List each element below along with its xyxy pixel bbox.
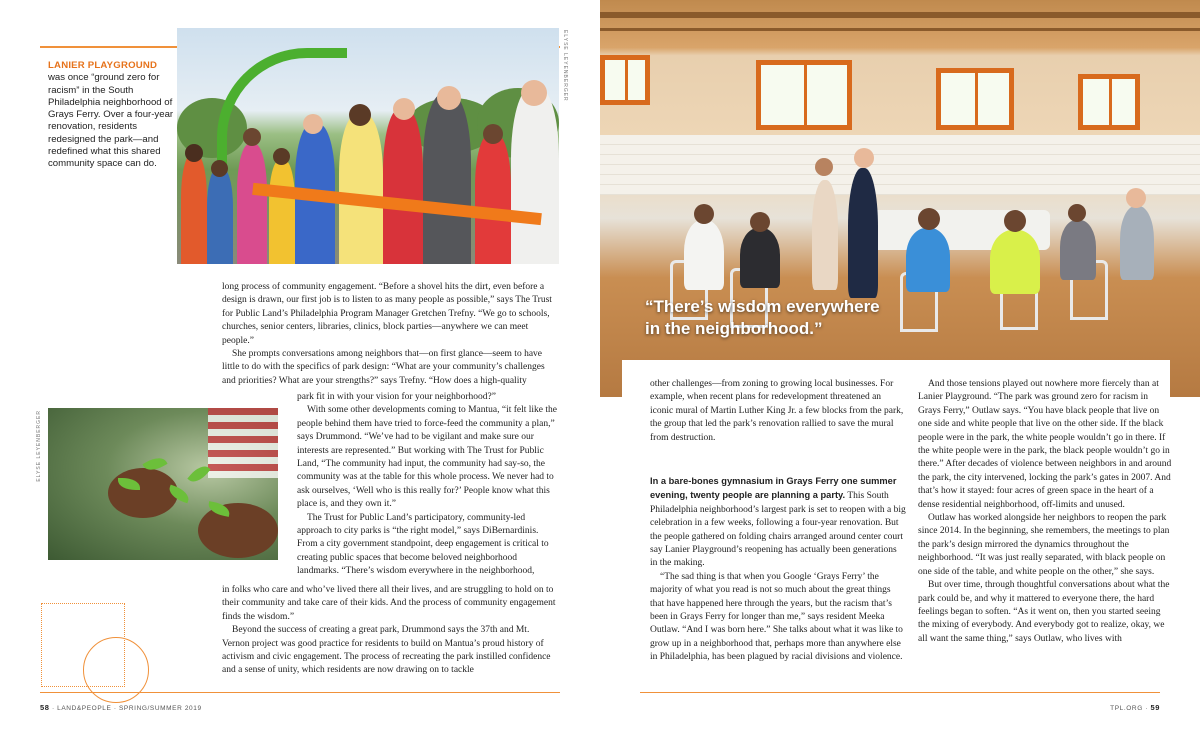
decorative-circle [83, 637, 149, 703]
page-number: 59 [1150, 703, 1160, 712]
lead-in: In a bare-bones gymnasium in Grays Ferry one summer evening, twenty people are planning a party. [650, 476, 897, 501]
right-page [600, 0, 1200, 742]
footer-rule [40, 692, 560, 693]
paragraph: Outlaw has worked alongside her neighbors to reopen the park since 2014. In the beginning, she remembers, the meetings to plan the park’s design mirrored the dynamics throughout the neighborhood. “It was just really separated, with black people on one side of the table, and white people on the other,” she says. [918, 513, 1170, 577]
caption-text: was once “ground zero for racism” in the South Philadelphia neighborhood of Grays Ferry. Over a four-year renovation, residents redesigned the park—and redefined what this shared community space can do. [48, 72, 174, 170]
paragraph: Beyond the success of creating a great park, Drummond says the 37th and Mt. Vernon project was good practice for residents to build on Mantua’s proud history of activism and civic engagement. The process of recreating the park instilled confidence and a sense of unity, which residents are now drawing on to tackle [222, 625, 551, 676]
issue-date: SPRING/SUMMER 2019 [119, 705, 202, 712]
article-column-1-top [650, 378, 906, 445]
paragraph: park fit in with your vision for your neighborhood?” [297, 392, 496, 402]
paragraph: With some other developments coming to Mantua, “it felt like the people behind them have tried to force-feed the community a plan,” says Drummond. “We’ve had to be vigilant and make sure our interests are represented.” But working with The Trust for Public Land, “The community had input, the community had say-so, the community was at the table for this whole process. We never had to ask ourselves, ‘Well who is this really for?’ People know what this place is, and they own it.” [297, 405, 557, 510]
page-folio: 58 · LAND&PEOPLE · SPRING/SUMMER 2019 [40, 703, 202, 712]
site-url: TPL.ORG [1110, 705, 1143, 712]
paragraph: And those tensions played out nowhere more fiercely than at Lanier Playground. “The park was ground zero for racism in Grays Ferry,” Outlaw says. “You have black people that live on one side and white people that live on the other side. If the black people were in the park, the white people wouldn’t go in there. If the white people were in the park, the black people wouldn’t go in there.” After decades of violence between neighbors in and around the park, the city intervened, locking the park’s gates in 2007. And that’s how it stayed: four acres of green space in the heart of a dense residential neighborhood, off-limits and unused. [918, 379, 1172, 510]
article-column-top [222, 281, 556, 388]
article-column-1 [650, 475, 906, 665]
page-number: 58 [40, 703, 50, 712]
photo-caption [48, 60, 174, 171]
paragraph: long process of community engagement. “Before a shovel hits the dirt, even before a design is drawn, our first job is to listen to as many people as possible,” says The Trust for Public Land’s Philadelphia Program Manager Gretchen Trefny. “We go to schools, churches, senior centers, libraries, clinics, block parties—anywhere we can meet people.” [222, 282, 552, 346]
paragraph: The Trust for Public Land’s participatory, community-led approach to city parks is “the right model,” says DiBernardinis. From a city government standpoint, deep engagement is critical to creating public spaces that become beloved neighborhood landmarks. “There’s wisdom everywhere in the neighborhood, [297, 512, 549, 577]
photo-credit: ELYSE LEYENBERGER [36, 410, 42, 482]
paragraph: She prompts conversations among neighbors that—on first glance—seem to have little to do with the specifics of park design: “What are your community’s challenges and priorities? What are your strengths?” says Trefny. “How does a high-quality [222, 349, 545, 386]
page-folio: TPL.ORG · 59 [1110, 703, 1160, 712]
photo-credit: ELYSE LEYENBERGER [562, 30, 568, 102]
magazine-name: LAND&PEOPLE [57, 705, 112, 712]
article-column-bottom [222, 584, 556, 678]
footer-rule [640, 692, 1160, 693]
paragraph: other challenges—from zoning to growing local businesses. For example, when recent plans for redevelopment threatened an iconic mural of Martin Luther King Jr. a few blocks from the park, the group that led the park’s renovation rallied to save the mural from destruction. [650, 379, 904, 443]
article-column-mid [297, 391, 557, 579]
pull-quote: “There’s wisdom everywhere in the neighborhood.” [645, 297, 880, 338]
paragraph-lead [650, 475, 906, 571]
paragraph: But over time, through thoughtful conversations about what the park could be, and why it mattered to everyone there, the hard feelings began to soften. “As it went on, then you started seeing the mixing of everybody. And everybody got to realize, okay, we all want the same thing,” says Outlaw, who lives with [918, 580, 1170, 644]
flag-background [208, 408, 278, 478]
paragraph: in folks who care and who’ve lived there all their lives, and are struggling to hold on to their community and take care of their kids. And the process of community engagement finds the wisdom.” [222, 585, 556, 622]
ribbon-cutting-photo [177, 28, 559, 264]
caption-heading: LANIER PLAYGROUND [48, 60, 158, 71]
seedling-photo [48, 408, 278, 560]
article-column-2 [918, 378, 1172, 646]
paragraph-text: This South Philadelphia neighborhood’s largest park is set to reopen with a big celebration in a few weeks, following a four-year renovation. But the people gathered on folding chairs arranged around center court say Lanier Playground’s reopening has actually been generations in the making. [650, 491, 906, 569]
paragraph: “The sad thing is that when you Google ‘Grays Ferry’ the majority of what you read is not so much about the great things that have happened here through the years, but the racism that’s been in Grays Ferry for longer than me,” says resident Meeka Outlaw. “And I was born here.” She talks about what it was like to grow up in a neighborhood that, perhaps more than anywhere else in Philadelphia, has been plagued by racial divisions and violence. [650, 571, 903, 663]
